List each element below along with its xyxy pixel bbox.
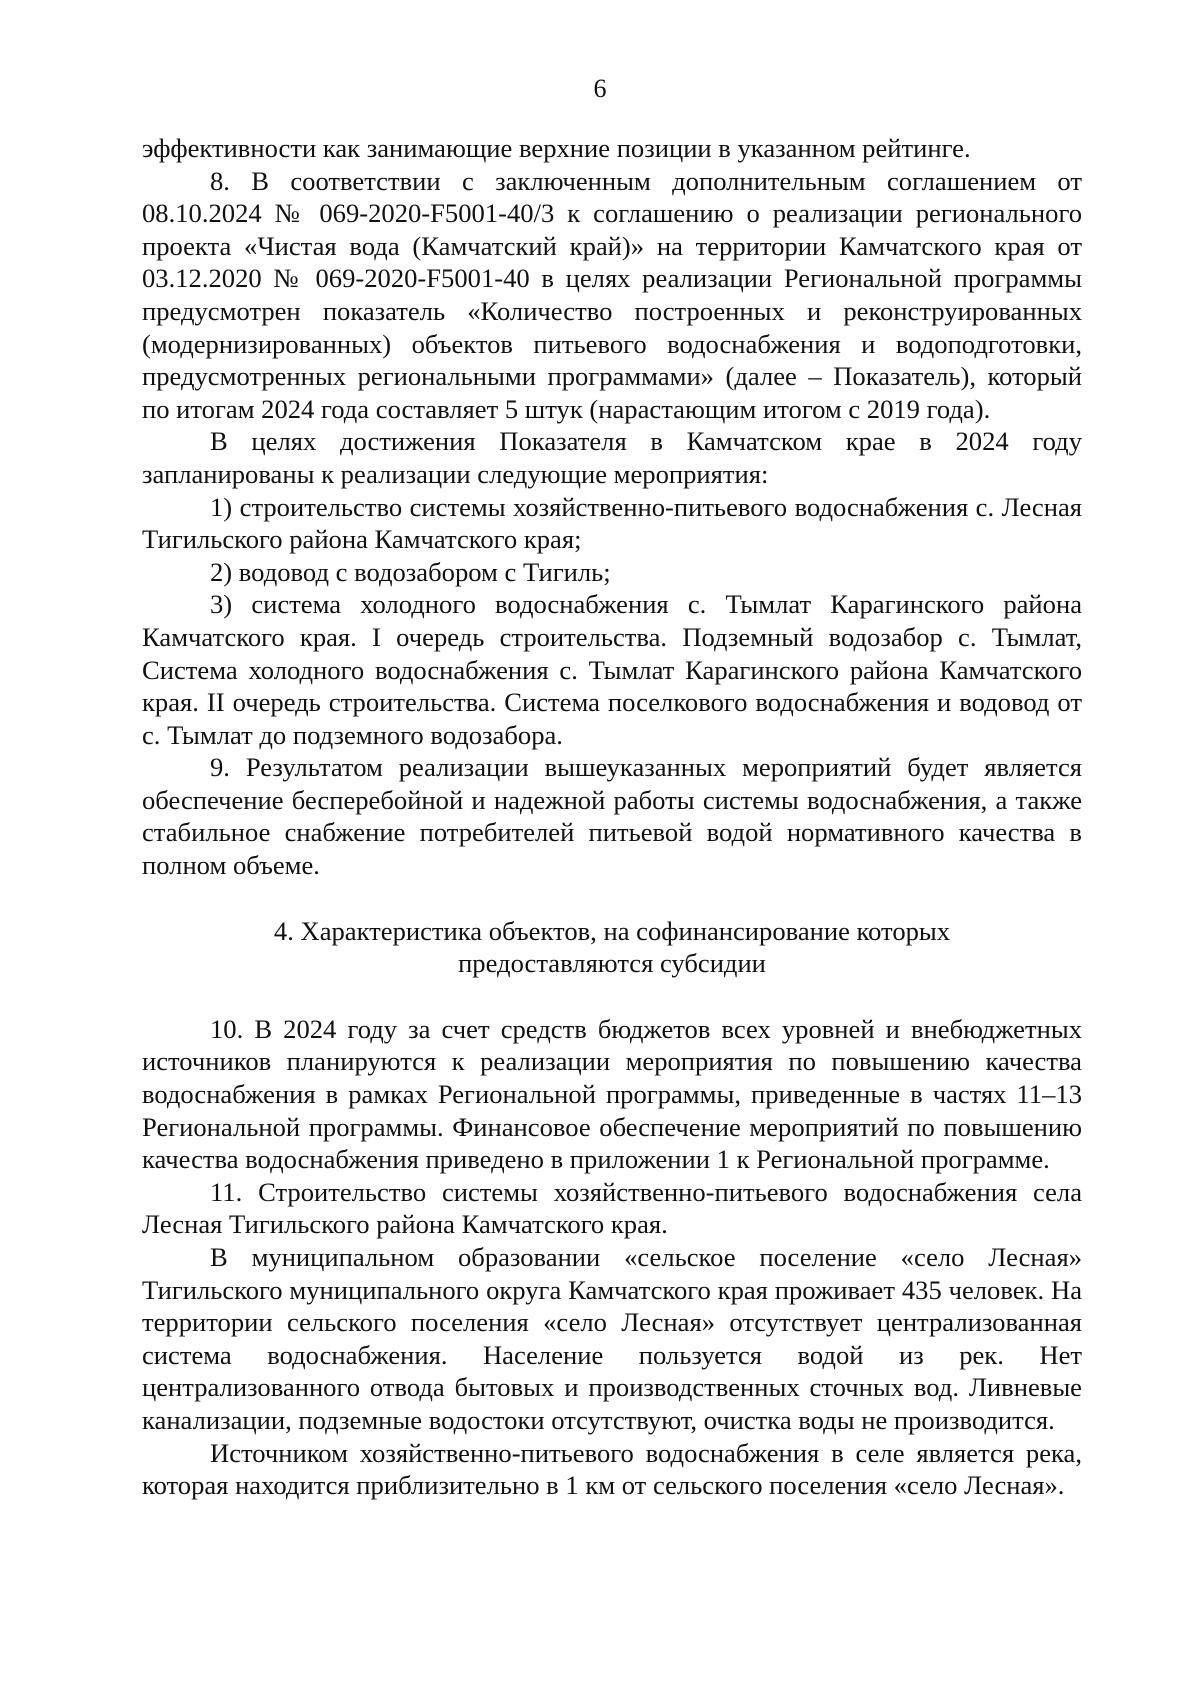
paragraph-continuation: эффективности как занимающие верхние позиции в указанном рейтинге.: [142, 133, 971, 163]
paragraph-item-8: 8. В соответствии с заключенным дополнительным соглашением от 08.10.2024 № 069-2020-F5001-40/3 к соглашению о реализации регионального проекта «Чистая вода (Камчатский край)» на территории Камчатского края от 03.12.2020 № 069-2020-F5001-40 в целях реализации Региональной программы предусмотрен показатель «Количество построенных и реконструированных (модернизированных) объектов питьевого водоснабжения и водоподготовки, предусмотренных региональными программами» (далее – Показатель), который по итогам 2024 года составляет 5 штук (нарастающим итогом с 2019 года).: [142, 165, 1082, 424]
paragraph-item-10: 10. В 2024 году за счет средств бюджетов всех уровней и внебюджетных источников планируются к реализации мероприятия по повышению качества водоснабжения в рамках Региональной программы, приведенные в частях 11–13 Региональной программы. Финансовое обеспечение мероприятий по повышению качества водоснабжения приведено в приложении 1 к Региональной программе.: [142, 1013, 1082, 1175]
paragraph-population: В муниципальном образовании «сельское поселение «село Лесная» Тигильского муниципального округа Камчатского края проживает 435 человек. На территории сельского поселения «село Лесная» отсутствует централизованная система водоснабжения. Население пользуется водой из рек. Нет централизованного отвода бытовых и производственных сточных вод. Ливневые канализации, подземные водостоки отсутствуют, очистка воды не производится.: [142, 1242, 1082, 1435]
paragraph-water-source: Источником хозяйственно-питьевого водоснабжения в селе является река, которая находится приблизительно в 1 км от сельского поселения «село Лесная».: [142, 1437, 1082, 1501]
section-heading-line-2: предоставляются субсидии: [458, 948, 766, 979]
paragraph-item-9: 9. Результатом реализации вышеуказанных мероприятий будет является обеспечение бесперебойной и надежной работы системы водоснабжения, а также стабильное снабжение потребителей питьевой водой нормативного качества в полном объеме.: [142, 752, 1082, 881]
page-number: 6: [593, 74, 607, 103]
list-item-1: 1) строительство системы хозяйственно-питьевого водоснабжения с. Лесная Тигильского района Камчатского края;: [142, 491, 1082, 555]
paragraph-item-11: 11. Строительство системы хозяйственно-питьевого водоснабжения села Лесная Тигильского района Камчатского края.: [142, 1176, 1082, 1240]
document-body: [142, 132, 1082, 1502]
spacer: [142, 980, 1082, 1013]
list-item-3: 3) система холодного водоснабжения с. Тымлат Карагинского района Камчатского края. I очередь строительства. Подземный водозабор с. Тымлат, Система холодного водоснабжения с. Тымлат Карагинского района Камчатского края. II очередь строительства. Система поселкового водоснабжения и водовод от с. Тымлат до подземного водозабора.: [142, 589, 1082, 750]
paragraph-measures-intro: В целях достижения Показателя в Камчатском крае в 2024 году запланированы к реализации следующие мероприятия:: [142, 426, 1082, 489]
list-item-2: 2) водовод с водозабором с Тигиль;: [210, 556, 611, 587]
section-heading-line-1: 4. Характеристика объектов, на софинансирование которых: [273, 915, 951, 946]
spacer: [142, 882, 1082, 915]
section-heading: [142, 915, 1082, 980]
